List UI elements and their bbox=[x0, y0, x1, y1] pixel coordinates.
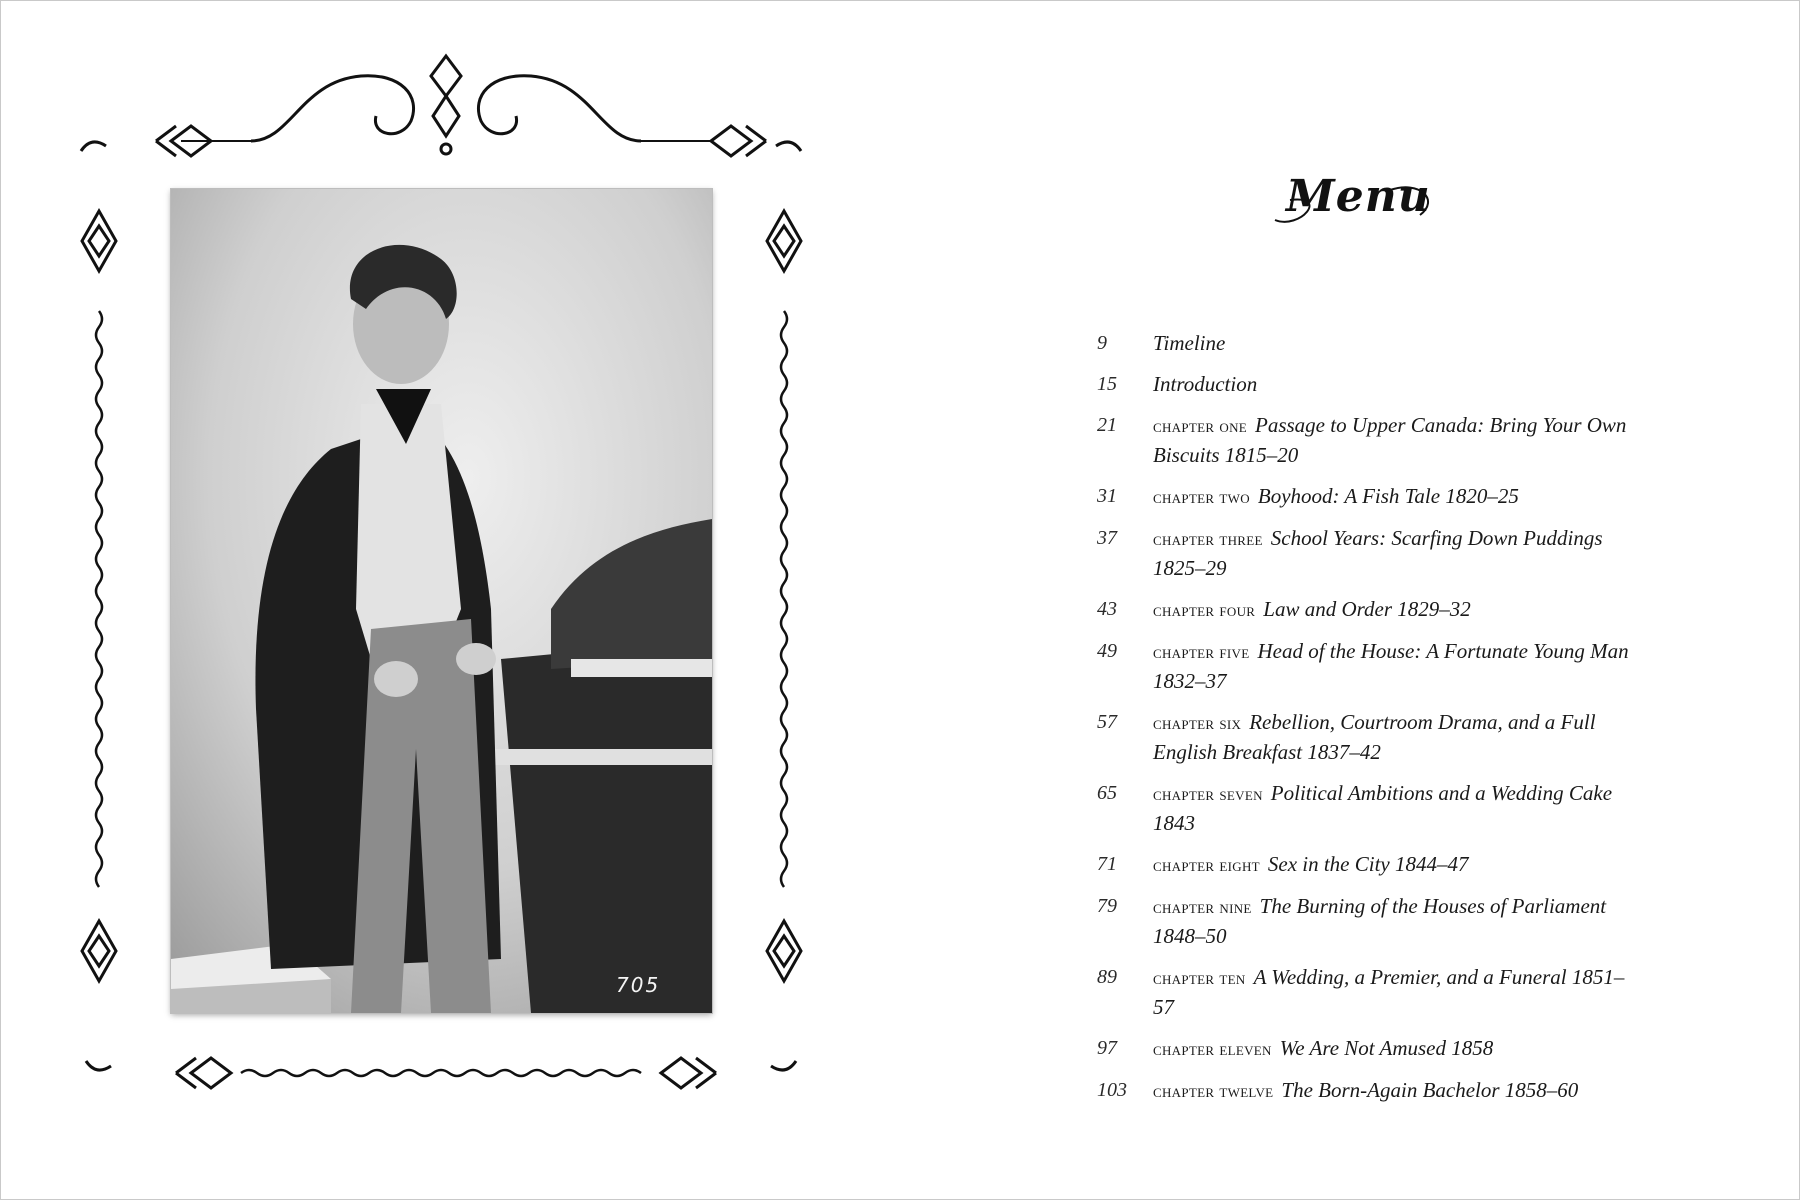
toc-chapter-title: A Wedding, a Premier, and a Funeral 1851–57 bbox=[1153, 965, 1625, 1019]
toc-page-number: 21 bbox=[1097, 414, 1117, 436]
menu-heading bbox=[1286, 171, 1431, 222]
toc-chapter-title: School Years: Scarfing Down Puddings 1825–29 bbox=[1153, 526, 1603, 580]
toc-chapter-title: Law and Order 1829–32 bbox=[1263, 597, 1471, 621]
toc-chapter-title: The Burning of the Houses of Parliament 1848–50 bbox=[1153, 894, 1607, 948]
toc-entry-text bbox=[1153, 595, 1637, 625]
toc-entry-text bbox=[1153, 524, 1637, 583]
toc-chapter-label: chapter six bbox=[1153, 713, 1242, 734]
toc-page-number: 49 bbox=[1097, 640, 1117, 662]
toc-chapter-label: chapter twelve bbox=[1153, 1081, 1274, 1102]
toc-entry bbox=[1097, 963, 1637, 1022]
toc-entry-text bbox=[1153, 850, 1637, 880]
toc-entry bbox=[1097, 595, 1637, 625]
toc-chapter-label: chapter five bbox=[1153, 642, 1250, 663]
menu-title-text: Menu bbox=[1286, 171, 1431, 222]
toc-chapter-title: Sex in the City 1844–47 bbox=[1267, 852, 1469, 876]
toc-entry bbox=[1097, 708, 1637, 767]
toc-chapter-label: chapter four bbox=[1153, 600, 1256, 621]
toc-entry bbox=[1097, 850, 1637, 880]
toc-entry-text bbox=[1153, 708, 1637, 767]
toc-entry-text bbox=[1153, 411, 1637, 470]
toc-chapter-title: Timeline bbox=[1153, 331, 1226, 355]
toc-entry bbox=[1097, 329, 1637, 358]
toc-entry-text bbox=[1153, 963, 1637, 1022]
toc-chapter-label: chapter nine bbox=[1153, 897, 1252, 918]
toc-entry-text bbox=[1153, 892, 1637, 951]
toc-entry-text bbox=[1153, 779, 1637, 838]
toc-page-number: 57 bbox=[1097, 711, 1117, 733]
toc-chapter-title: The Born-Again Bachelor 1858–60 bbox=[1281, 1078, 1579, 1102]
toc-entry-text bbox=[1153, 1076, 1637, 1106]
toc-entry-text bbox=[1153, 370, 1637, 399]
toc-chapter-label: chapter one bbox=[1153, 416, 1247, 437]
portrait-figure bbox=[171, 189, 712, 1013]
toc-entry bbox=[1097, 892, 1637, 951]
toc-chapter-label: chapter two bbox=[1153, 487, 1250, 508]
toc-page-number: 31 bbox=[1097, 485, 1117, 507]
toc-page-number: 71 bbox=[1097, 853, 1117, 875]
toc-page-number: 97 bbox=[1097, 1037, 1117, 1059]
toc-entry-text bbox=[1153, 1034, 1637, 1064]
toc-chapter-title: Head of the House: A Fortunate Young Man 1832–37 bbox=[1153, 639, 1629, 693]
toc-entry-text bbox=[1153, 329, 1637, 358]
toc-page-number: 43 bbox=[1097, 598, 1117, 620]
toc-entry-text bbox=[1153, 637, 1637, 696]
toc-page-number: 9 bbox=[1097, 332, 1107, 354]
toc-entry bbox=[1097, 637, 1637, 696]
toc-chapter-title: Rebellion, Courtroom Drama, and a Full English Breakfast 1837–42 bbox=[1153, 710, 1596, 764]
toc-page-number: 15 bbox=[1097, 373, 1117, 395]
toc-chapter-label: chapter ten bbox=[1153, 968, 1246, 989]
toc-entry bbox=[1097, 779, 1637, 838]
toc-entry bbox=[1097, 1034, 1637, 1064]
toc-chapter-label: chapter eleven bbox=[1153, 1039, 1272, 1060]
toc-chapter-label: chapter three bbox=[1153, 529, 1263, 550]
toc-entry-text bbox=[1153, 482, 1637, 512]
toc-chapter-title: Passage to Upper Canada: Bring Your Own Biscuits 1815–20 bbox=[1153, 413, 1627, 467]
toc-entry bbox=[1097, 482, 1637, 512]
toc-page-number: 65 bbox=[1097, 782, 1117, 804]
toc-chapter-label: chapter seven bbox=[1153, 784, 1263, 805]
table-of-contents bbox=[1097, 329, 1637, 1118]
toc-chapter-title: We Are Not Amused 1858 bbox=[1279, 1036, 1494, 1060]
toc-entry bbox=[1097, 370, 1637, 399]
toc-entry bbox=[1097, 411, 1637, 470]
toc-chapter-title: Boyhood: A Fish Tale 1820–25 bbox=[1257, 484, 1519, 508]
toc-page-number: 89 bbox=[1097, 966, 1117, 988]
heading-flourish-icon bbox=[1270, 175, 1440, 235]
toc-chapter-title: Political Ambitions and a Wedding Cake 1843 bbox=[1153, 781, 1613, 835]
toc-entry bbox=[1097, 1076, 1637, 1106]
toc-chapter-label: chapter eight bbox=[1153, 855, 1260, 876]
portrait-photo bbox=[171, 189, 712, 1013]
toc-page-number: 103 bbox=[1097, 1079, 1127, 1101]
toc-chapter-title: Introduction bbox=[1153, 372, 1258, 396]
photo-plate-number: 705 bbox=[616, 973, 661, 997]
toc-page-number: 79 bbox=[1097, 895, 1117, 917]
toc-entry bbox=[1097, 524, 1637, 583]
toc-page-number: 37 bbox=[1097, 527, 1117, 549]
